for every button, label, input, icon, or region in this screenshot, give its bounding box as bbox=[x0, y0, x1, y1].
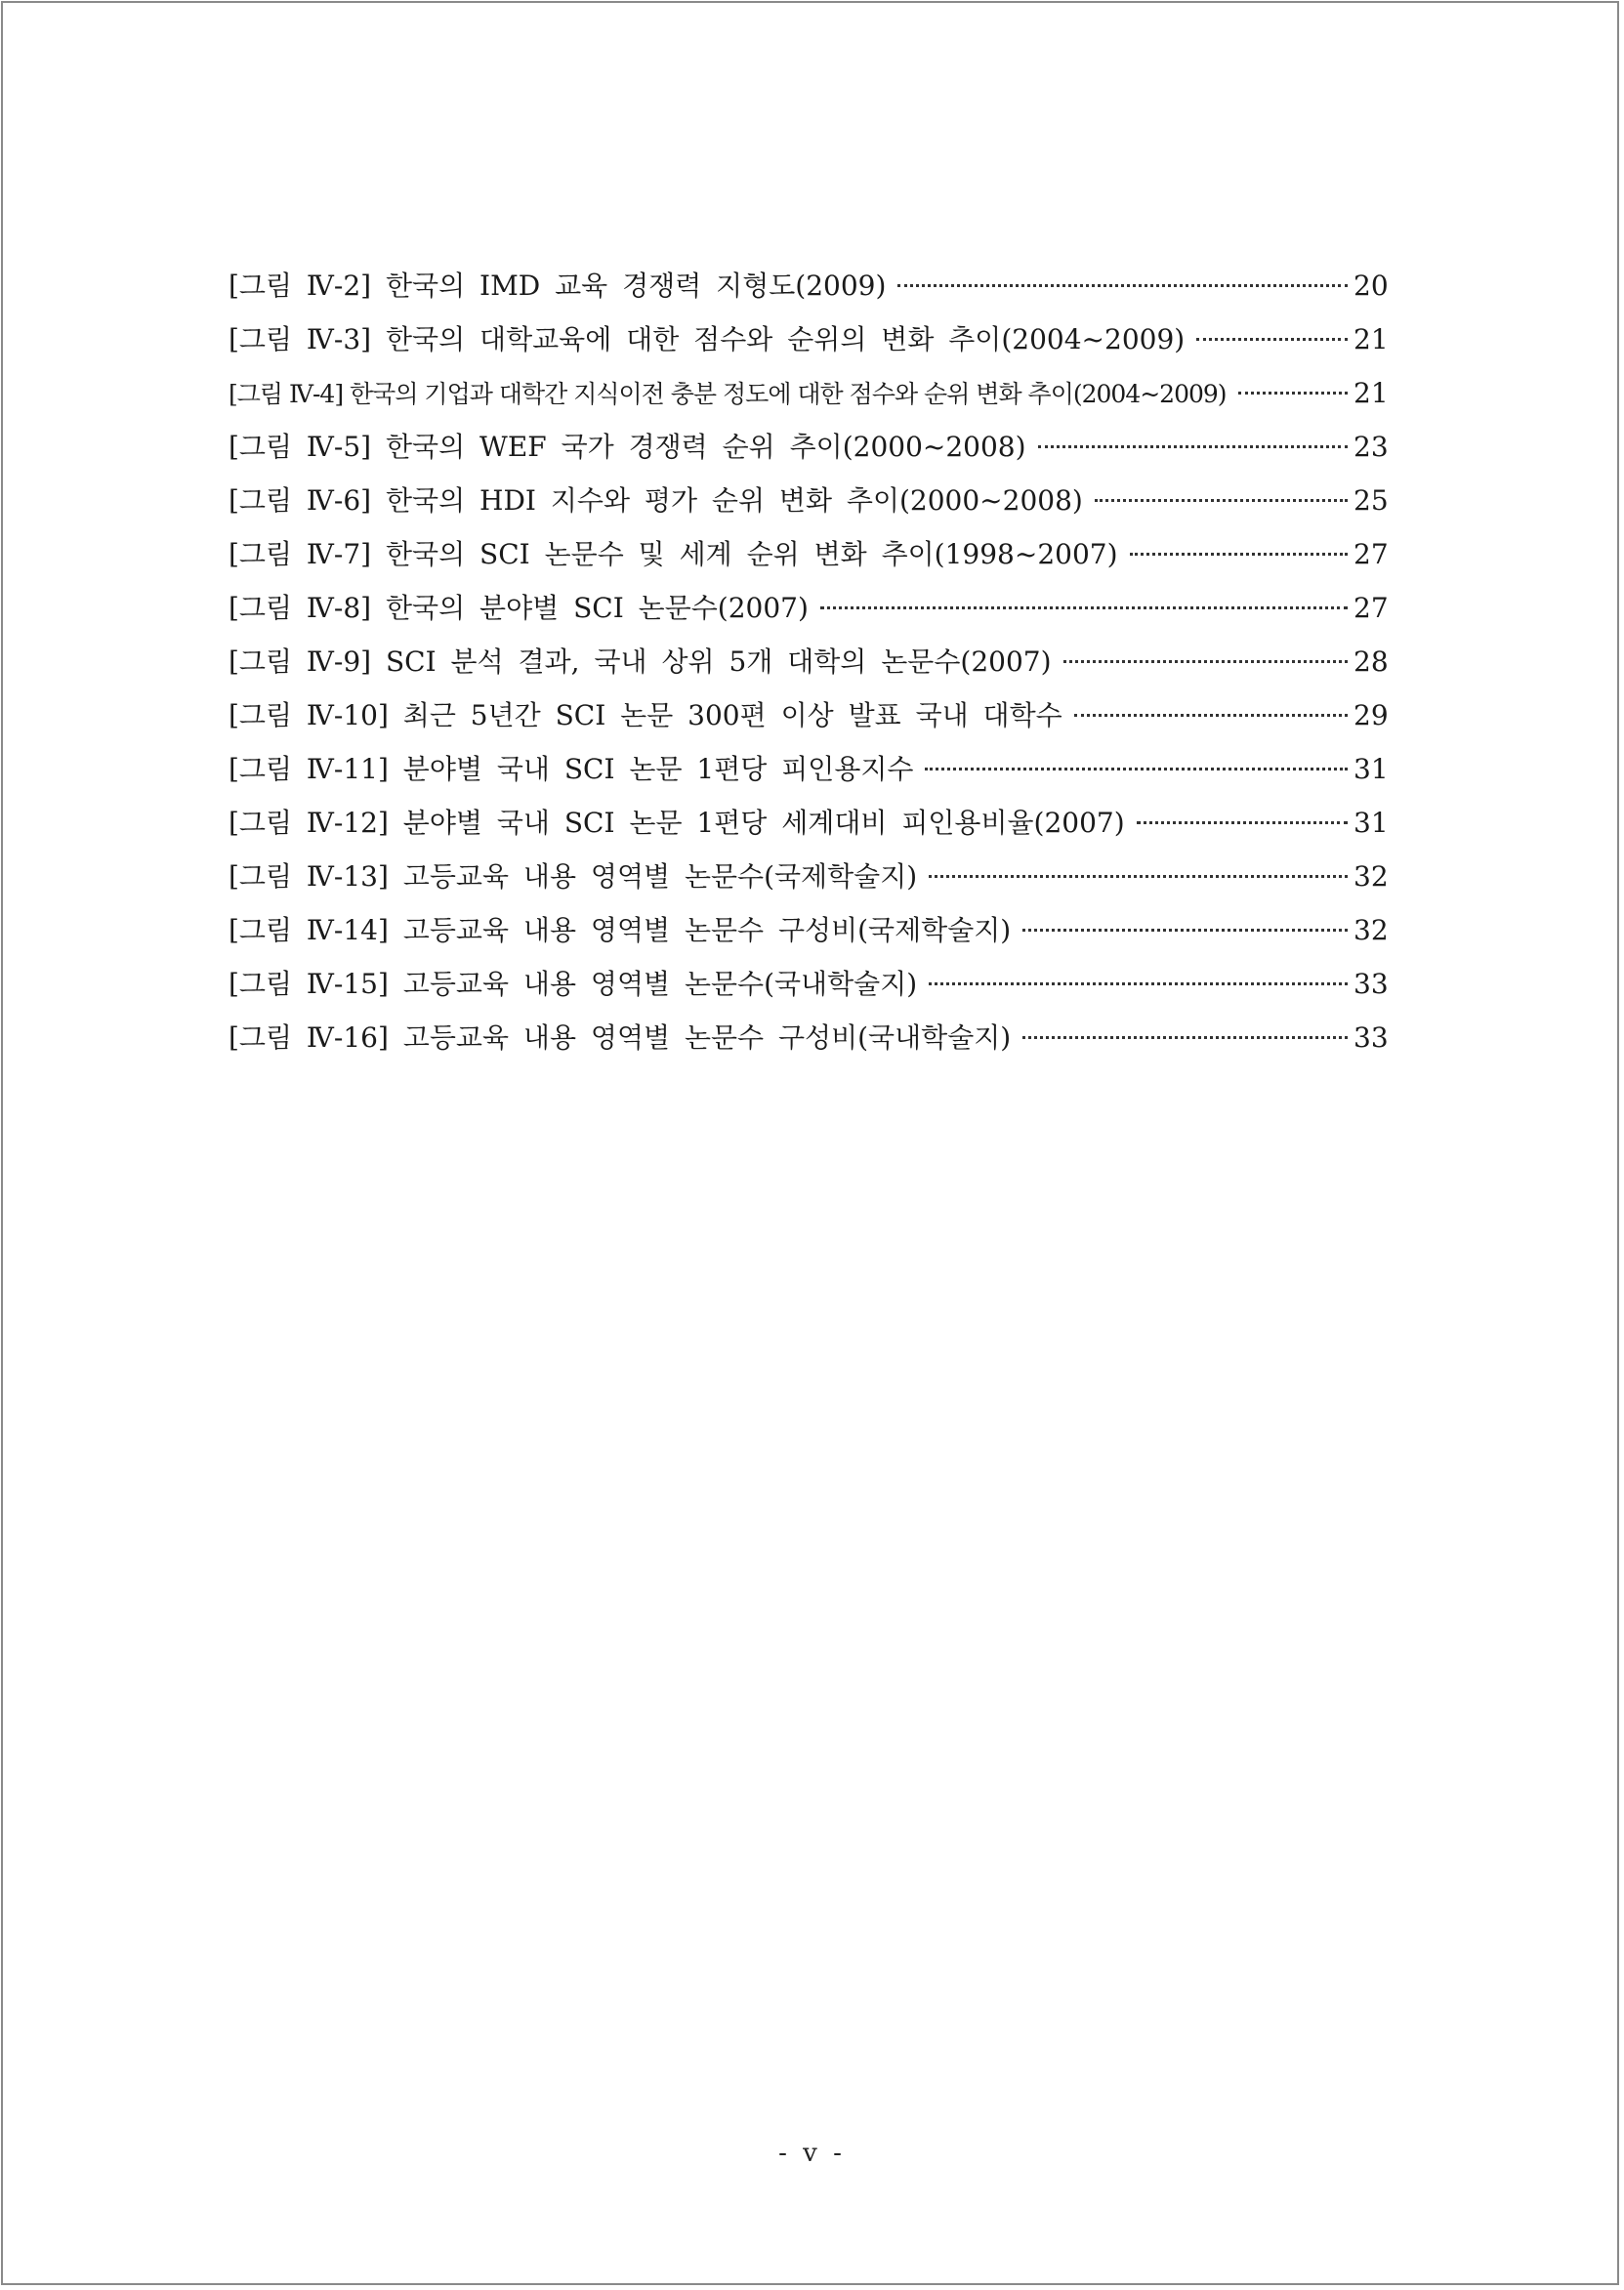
entry-title: [그림 Ⅳ-16] 고등교육 내용 영역별 논문수 구성비(국내학술지) bbox=[229, 1021, 1012, 1054]
toc-entry[interactable] bbox=[229, 957, 1389, 1011]
dot-leader bbox=[925, 768, 1348, 770]
dot-leader bbox=[897, 284, 1348, 287]
entry-title: [그림 Ⅳ-5] 한국의 WEF 국가 경쟁력 순위 추이(2000~2008) bbox=[229, 431, 1026, 463]
entry-page-number: 28 bbox=[1353, 645, 1389, 678]
entry-page-number: 32 bbox=[1353, 860, 1389, 893]
toc-entry[interactable] bbox=[229, 688, 1389, 742]
entry-title: [그림 Ⅳ-14] 고등교육 내용 영역별 논문수 구성비(국제학술지) bbox=[229, 914, 1012, 946]
entry-page-number: 33 bbox=[1353, 968, 1389, 1000]
entry-title: [그림 Ⅳ-9] SCI 분석 결과, 국내 상위 5개 대학의 논문수(2007) bbox=[229, 645, 1052, 678]
toc-entry[interactable] bbox=[229, 474, 1389, 527]
toc-entry[interactable] bbox=[229, 312, 1389, 366]
toc-entry[interactable] bbox=[229, 903, 1389, 957]
entry-title: [그림 Ⅳ-12] 분야별 국내 SCI 논문 1편당 세계대비 피인용비율(2007) bbox=[229, 807, 1125, 839]
toc-entry[interactable] bbox=[229, 527, 1389, 581]
toc-entry[interactable] bbox=[229, 1011, 1389, 1064]
entry-title: [그림 Ⅳ-13] 고등교육 내용 영역별 논문수(국제학술지) bbox=[229, 860, 918, 893]
entry-page-number: 33 bbox=[1353, 1021, 1389, 1054]
entry-page-number: 21 bbox=[1353, 323, 1389, 355]
entry-page-number: 20 bbox=[1353, 270, 1389, 302]
dot-leader bbox=[1196, 338, 1348, 341]
dot-leader bbox=[929, 982, 1348, 985]
toc-entry[interactable] bbox=[229, 850, 1389, 903]
dot-leader bbox=[1238, 392, 1348, 395]
entry-page-number: 27 bbox=[1353, 538, 1389, 570]
toc-entry[interactable] bbox=[229, 796, 1389, 850]
entry-title: [그림 Ⅳ-6] 한국의 HDI 지수와 평가 순위 변화 추이(2000~2008) bbox=[229, 484, 1083, 517]
toc-entry[interactable] bbox=[229, 581, 1389, 635]
dot-leader bbox=[1130, 553, 1348, 556]
entry-title: [그림 Ⅳ-2] 한국의 IMD 교육 경쟁력 지형도(2009) bbox=[229, 270, 887, 302]
entry-title: [그림 Ⅳ-7] 한국의 SCI 논문수 및 세계 순위 변화 추이(1998~2007) bbox=[229, 538, 1118, 570]
page-number: - v - bbox=[778, 2139, 846, 2168]
entry-page-number: 31 bbox=[1353, 807, 1389, 839]
figure-list bbox=[229, 259, 1389, 1064]
entry-title: [그림 Ⅳ-10] 최근 5년간 SCI 논문 300편 이상 발표 국내 대학수 bbox=[229, 699, 1062, 731]
dot-leader bbox=[1063, 660, 1348, 663]
entry-title: [그림 Ⅳ-3] 한국의 대학교육에 대한 점수와 순위의 변화 추이(2004~2009) bbox=[229, 323, 1186, 355]
dot-leader bbox=[820, 606, 1348, 609]
entry-page-number: 23 bbox=[1353, 431, 1389, 463]
toc-entry[interactable] bbox=[229, 420, 1389, 474]
dot-leader bbox=[1022, 929, 1348, 932]
entry-page-number: 29 bbox=[1353, 699, 1389, 731]
entry-title: [그림 Ⅳ-4] 한국의 기업과 대학간 지식이전 충분 정도에 대한 점수와 순위 변화 추이(2004~2009) bbox=[229, 380, 1227, 408]
toc-entry[interactable] bbox=[229, 259, 1389, 312]
toc-entry[interactable] bbox=[229, 742, 1389, 796]
dot-leader bbox=[1038, 445, 1348, 448]
toc-entry[interactable] bbox=[229, 635, 1389, 688]
entry-title: [그림 Ⅳ-8] 한국의 분야별 SCI 논문수(2007) bbox=[229, 592, 809, 624]
entry-page-number: 25 bbox=[1353, 484, 1389, 517]
entry-page-number: 32 bbox=[1353, 914, 1389, 946]
dot-leader bbox=[1022, 1036, 1348, 1039]
entry-page-number: 27 bbox=[1353, 592, 1389, 624]
dot-leader bbox=[1074, 714, 1348, 717]
dot-leader bbox=[929, 875, 1348, 878]
entry-title: [그림 Ⅳ-15] 고등교육 내용 영역별 논문수(국내학술지) bbox=[229, 968, 918, 1000]
toc-entry[interactable] bbox=[229, 366, 1389, 420]
entry-page-number: 31 bbox=[1353, 753, 1389, 785]
entry-title: [그림 Ⅳ-11] 분야별 국내 SCI 논문 1편당 피인용지수 bbox=[229, 753, 914, 785]
dot-leader bbox=[1095, 499, 1348, 502]
dot-leader bbox=[1137, 821, 1348, 824]
entry-page-number: 21 bbox=[1353, 377, 1389, 409]
